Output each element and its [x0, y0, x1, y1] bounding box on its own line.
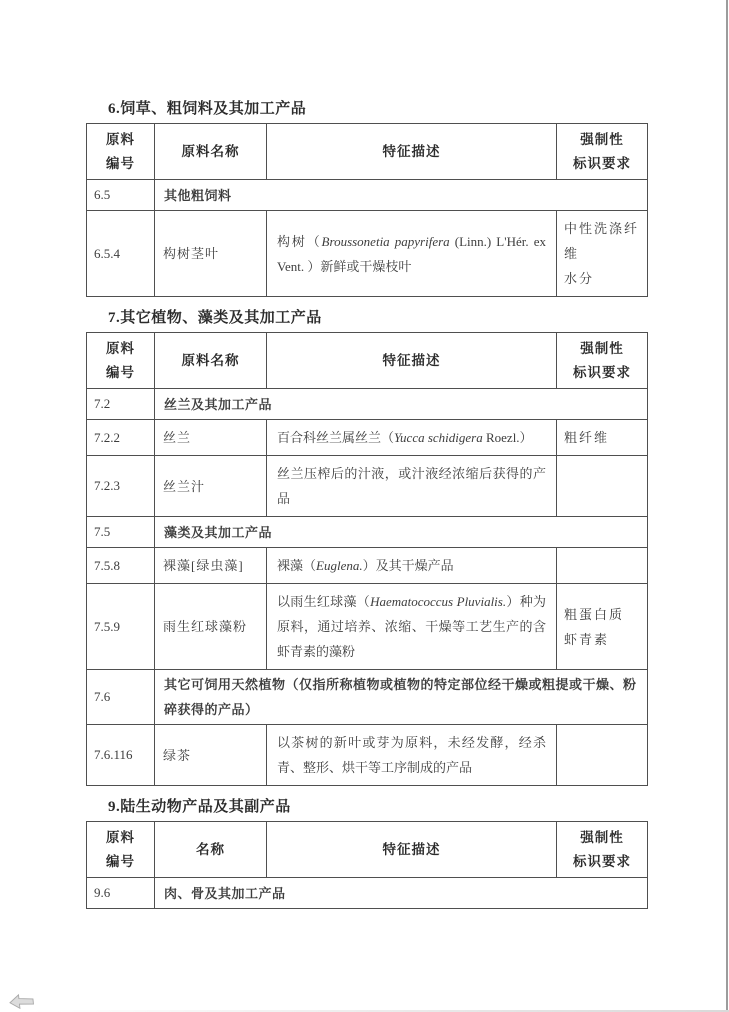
- description-text: ）及其干燥产品: [362, 558, 454, 573]
- column-header: 强制性 标识要求: [557, 333, 648, 389]
- description-text: (Linn.) L'Hér. ex Vent. ）新鲜或干燥枝叶: [277, 233, 546, 274]
- table-row: [87, 211, 648, 297]
- description-text: 构树（: [277, 233, 322, 249]
- section-3: [86, 798, 649, 909]
- mandatory-label-cell: [557, 211, 648, 297]
- description-cell: [267, 548, 557, 584]
- data-table: [86, 332, 648, 786]
- group-label-cell: 藻类及其加工产品: [155, 517, 648, 548]
- column-header: 原料 编号: [87, 333, 155, 389]
- material-id-cell: 7.6.116: [87, 725, 155, 786]
- data-table: [86, 821, 648, 909]
- mandatory-label-line: 粗蛋白质: [564, 606, 625, 622]
- table-header-row: [87, 333, 648, 389]
- page-edge-right: [726, 0, 728, 1012]
- mandatory-label-cell: [557, 548, 648, 584]
- column-header: 特征描述: [267, 333, 557, 389]
- material-name-cell: 绿茶: [155, 725, 267, 786]
- material-name-cell: 丝兰汁: [155, 456, 267, 517]
- material-name-cell: 雨生红球藻粉: [155, 584, 267, 670]
- latin-name-text: Haematococcus Pluvialis.: [370, 594, 507, 609]
- group-label-cell: 肉、骨及其加工产品: [155, 878, 648, 909]
- table-row: [87, 517, 648, 548]
- material-id-cell: 7.2.2: [87, 420, 155, 456]
- column-header: 强制性 标识要求: [557, 124, 648, 180]
- section-2: [86, 309, 649, 786]
- column-header: 原料 编号: [87, 124, 155, 180]
- material-id-cell: 7.5.9: [87, 584, 155, 670]
- table-row: [87, 389, 648, 420]
- description-text: 百合科丝兰属丝兰（: [277, 430, 395, 445]
- material-name-cell: 裸藻[绿虫藻]: [155, 548, 267, 584]
- data-table: [86, 123, 648, 297]
- description-text: Roezl.）: [482, 430, 533, 445]
- description-text: 裸藻（: [277, 558, 317, 573]
- latin-name-text: Yucca schidigera: [394, 430, 483, 445]
- table-row: [87, 670, 648, 725]
- table-row: [87, 420, 648, 456]
- table-row: [87, 548, 648, 584]
- description-cell: [267, 584, 557, 670]
- column-header: 名称: [155, 822, 267, 878]
- section-title: 9.陆生动物产品及其副产品: [108, 799, 291, 815]
- material-id-cell: 9.6: [87, 878, 155, 909]
- table-row: [87, 180, 648, 211]
- document-body: [86, 100, 649, 909]
- description-cell: [267, 420, 557, 456]
- description-text: 以雨生红球藻（: [277, 594, 371, 609]
- material-id-cell: 7.2.3: [87, 456, 155, 517]
- mandatory-label-line: 虾青素: [564, 631, 610, 647]
- material-id-cell: 6.5: [87, 180, 155, 211]
- column-header: 原料名称: [155, 333, 267, 389]
- latin-name-text: Euglena.: [316, 558, 363, 573]
- material-id-cell: 6.5.4: [87, 211, 155, 297]
- mandatory-label-cell: [557, 456, 648, 517]
- material-name-cell: 构树茎叶: [155, 211, 267, 297]
- table-header-row: [87, 822, 648, 878]
- description-cell: [267, 456, 557, 517]
- table-row: [87, 456, 648, 517]
- back-arrow-icon[interactable]: [9, 993, 35, 1010]
- column-header: 原料名称: [155, 124, 267, 180]
- description-text: 丝兰压榨后的汁液，或汁液经浓缩后获得的产品: [277, 466, 546, 506]
- material-id-cell: 7.5: [87, 517, 155, 548]
- table-row: [87, 725, 648, 786]
- section-title: 6.饲草、粗饲料及其加工产品: [108, 101, 307, 117]
- material-id-cell: 7.5.8: [87, 548, 155, 584]
- group-label-cell: 其他粗饲料: [155, 180, 648, 211]
- latin-name-text: Broussonetia papyrifera: [321, 233, 450, 249]
- material-name-cell: 丝兰: [155, 420, 267, 456]
- mandatory-label-cell: [557, 420, 648, 456]
- column-header: 特征描述: [267, 822, 557, 878]
- material-id-cell: 7.2: [87, 389, 155, 420]
- table-row: [87, 584, 648, 670]
- group-label-cell: 其它可饲用天然植物（仅指所称植物或植物的特定部位经干燥或粗提或干燥、粉碎获得的产品）: [155, 670, 648, 725]
- description-text: ）种为原料，通过培养、浓缩、干燥等工艺生产的含虾青素的藻粉: [277, 594, 546, 659]
- description-cell: [267, 211, 557, 297]
- table-row: [87, 878, 648, 909]
- mandatory-label-line: 中性洗涤纤维: [564, 221, 640, 261]
- column-header: 原料 编号: [87, 822, 155, 878]
- material-id-cell: 7.6: [87, 670, 155, 725]
- section-title: 7.其它植物、藻类及其加工产品: [108, 310, 322, 326]
- mandatory-label-line: 水分: [564, 271, 595, 286]
- description-text: 以茶树的新叶或芽为原料，未经发酵，经杀青、整形、烘干等工序制成的产品: [277, 735, 546, 775]
- description-cell: [267, 725, 557, 786]
- mandatory-label-cell: [557, 584, 648, 670]
- mandatory-label-line: 粗纤维: [564, 430, 610, 445]
- table-header-row: [87, 124, 648, 180]
- column-header: 强制性 标识要求: [557, 822, 648, 878]
- mandatory-label-cell: [557, 725, 648, 786]
- group-label-cell: 丝兰及其加工产品: [155, 389, 648, 420]
- section-1: [86, 100, 649, 297]
- column-header: 特征描述: [267, 124, 557, 180]
